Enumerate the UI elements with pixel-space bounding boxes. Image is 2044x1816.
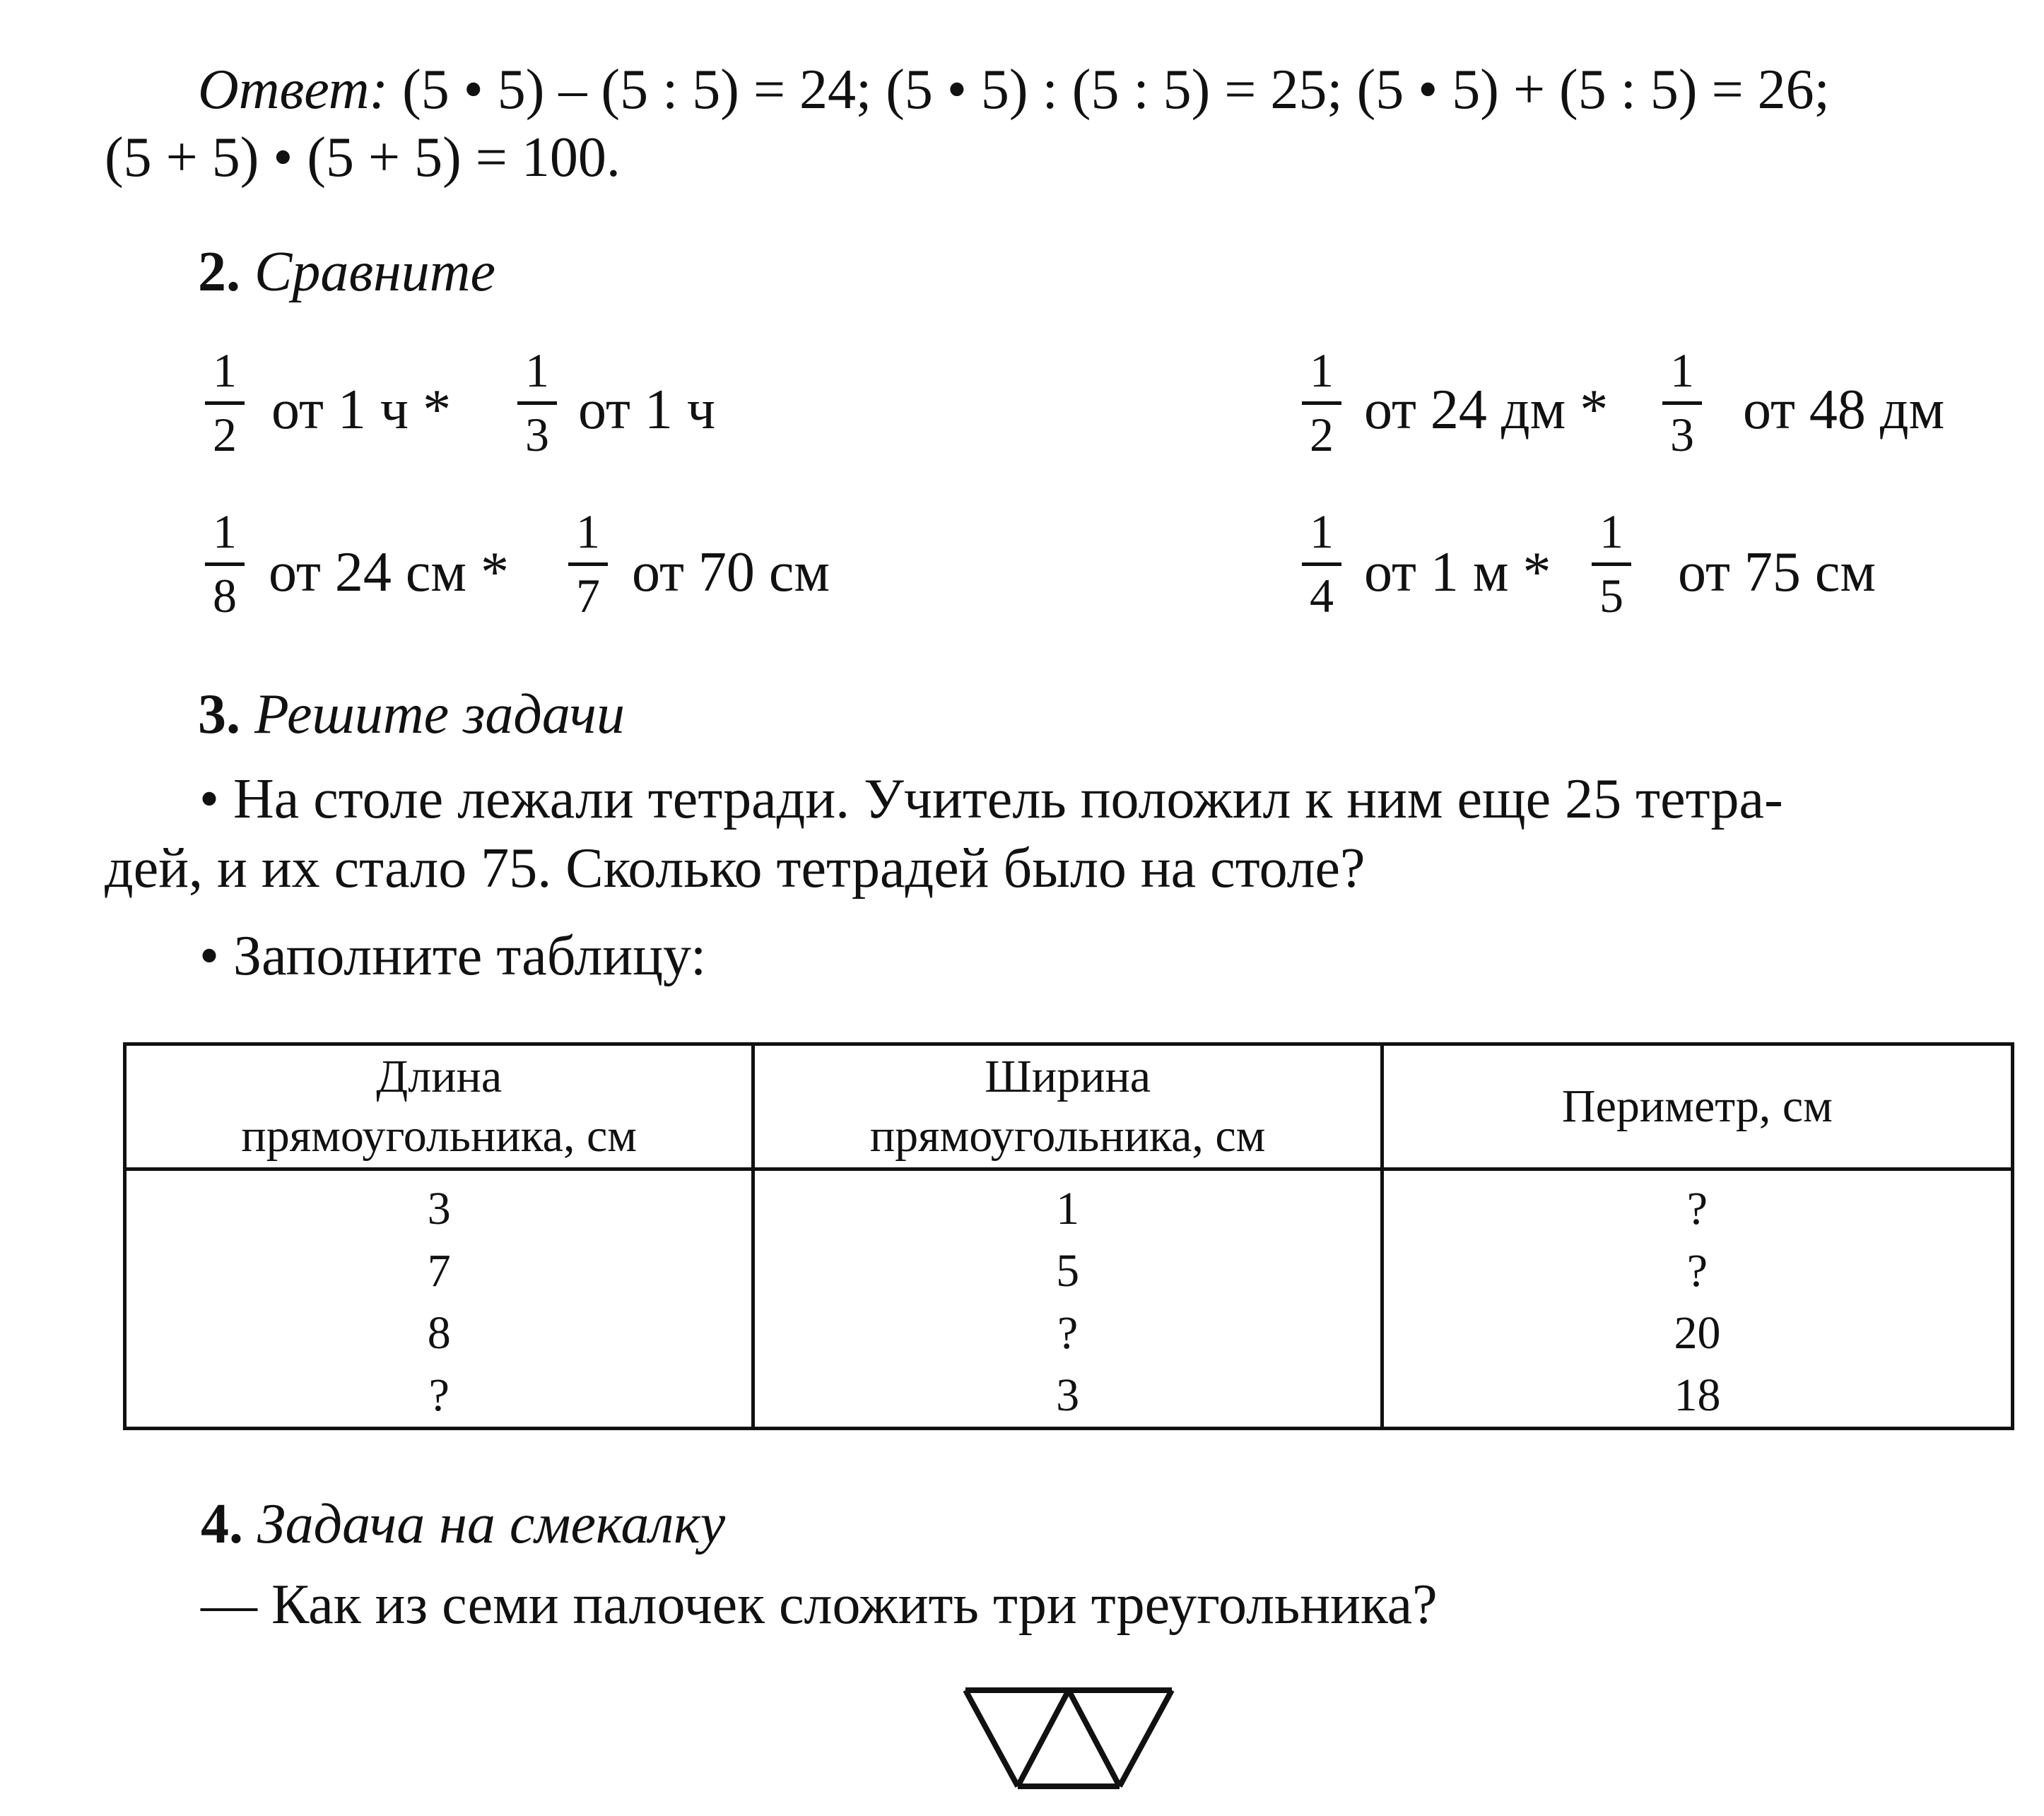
rectangle-table (123, 1042, 2014, 1430)
compare-text: от 24 дм * (1364, 379, 1609, 441)
table-cell: ? (125, 1364, 753, 1429)
triangles-figure (963, 1686, 1175, 1792)
table-cell: ? (1382, 1169, 2012, 1241)
fraction: 1 3 (1660, 346, 1705, 459)
answer-expression-1: (5 • 5) – (5 : 5) = 24; (5 • 5) : (5 : 5) = 25; (5 • 5) + (5 : 5) = 26; (388, 59, 1830, 121)
task4-title: Задача на смекалку (257, 1493, 726, 1555)
compare-text: от 48 дм (1743, 379, 1945, 441)
table-cell: 1 (753, 1169, 1382, 1241)
fraction: 1 4 (1299, 507, 1344, 620)
stick (1120, 1690, 1172, 1786)
compare-text: от 1 ч (578, 379, 716, 441)
stick (1018, 1690, 1069, 1786)
fraction: 1 2 (202, 346, 247, 459)
task3-heading (198, 683, 625, 747)
table-row (125, 1240, 2013, 1302)
compare-text: от 24 см * (269, 541, 510, 603)
table-row (125, 1364, 2013, 1429)
task2-title: Сравните (254, 241, 496, 303)
compare-text: от 75 см (1678, 541, 1876, 603)
task4-heading (201, 1492, 725, 1557)
table-row (125, 1302, 2013, 1364)
table-cell: 5 (753, 1240, 1382, 1302)
compare-text: от 1 ч * (271, 379, 452, 441)
compare-text: от 70 см (632, 541, 830, 603)
table-cell: 3 (753, 1364, 1382, 1429)
answer-line-1 (198, 58, 1830, 122)
stick (965, 1690, 1018, 1786)
header-perimeter: Периметр, см (1382, 1044, 2012, 1169)
table-cell: 8 (125, 1302, 753, 1364)
fraction: 1 2 (1299, 346, 1344, 459)
fraction: 1 3 (515, 346, 560, 459)
compare-text: от 1 м * (1364, 541, 1551, 603)
table-cell: 20 (1382, 1302, 2012, 1364)
fraction: 1 7 (565, 507, 611, 620)
fraction: 1 8 (202, 507, 247, 620)
table-cell: 3 (125, 1169, 753, 1241)
table-cell: ? (1382, 1240, 2012, 1302)
task3-bullet1-line1: • На столе лежали тетради. Учитель положил к ним еще 25 тетра- (199, 768, 1783, 830)
fraction: 1 5 (1589, 507, 1634, 620)
header-length: Длина прямоугольника, см (125, 1044, 753, 1169)
table-cell: 7 (125, 1240, 753, 1302)
answer-label: Ответ: (198, 59, 389, 121)
task3-title: Решите задачи (254, 683, 625, 745)
answer-line-2 (105, 126, 621, 190)
task2-number: 2. (198, 241, 240, 303)
task4-question: — Как из семи палочек сложить три треугольника? (201, 1574, 1438, 1636)
answer-expression-2: (5 + 5) • (5 + 5) = 100. (105, 126, 621, 189)
task4-number: 4. (201, 1493, 243, 1555)
task3-bullet2: • Заполните таблицу: (199, 925, 707, 987)
header-width: Ширина прямоугольника, см (753, 1044, 1382, 1169)
table-row (125, 1169, 2013, 1241)
table-header-row (125, 1044, 2013, 1169)
task2-heading (198, 240, 495, 305)
task3-number: 3. (198, 683, 240, 745)
task3-bullet1-line2: дей, и их стало 75. Сколько тетрадей было на столе? (105, 837, 1365, 900)
table-cell: 18 (1382, 1364, 2012, 1429)
stick (1069, 1690, 1120, 1786)
table-cell: ? (753, 1302, 1382, 1364)
